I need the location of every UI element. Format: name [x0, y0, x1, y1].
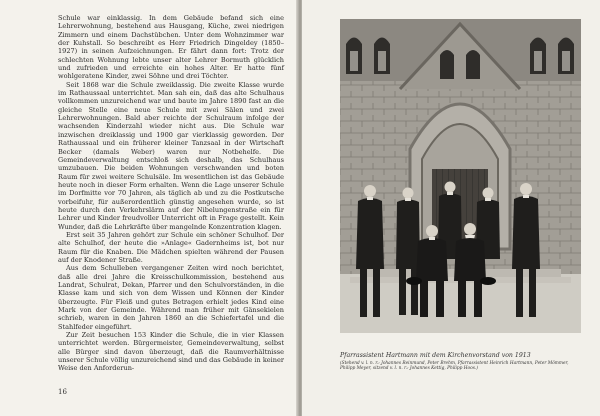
left-page [0, 0, 298, 416]
right-page [302, 0, 600, 416]
page-number: 16 [58, 388, 67, 396]
paragraph-1: Schule war einklassig. In dem Gebäude befand sich eine Lehrerwohnung, bestehend aus Hausgang, Küche, zwei niedrigen Zimmern und einem Dachstübchen. Unter dem Wohnzimmer war der Kuhstall. So beschreibt es Herr Friedrich Dingeldey (1850–1927) in seinen Aufzeichnungen. Er fährt dann fort: Trotz der schlechten Wohnung lebte unser alter Lehrer Bormuth glücklich und zufrieden und erreichte ein hohes Alter. Er hatte fünf wohlgeratene Kinder, zwei Söhne und drei Töchter. [58, 14, 284, 81]
body-text [58, 14, 284, 373]
caption-title: Pfarrassistent Hartmann mit dem Kirchenvorstand von 1913 [340, 352, 531, 359]
paragraph-2: Seit 1868 war die Schule zweiklassig. Die zweite Klasse wurde im Rathaussaal unterrichtet. Man sah ein, daß das alte Schulhaus vollkommen unzureichend war und baute im Jahre 1890 fast an die gleiche Stelle eine neue Schule mit zwei Sälen und zwei Lehrerwohnungen. Bald aber reichte der Schulraum infolge der wachsenden Kinderzahl wieder nicht aus. Die Schule war inzwischen dreiklassig und 1900 gar vierklassig geworden. Der Rathaussaal und ein früherer kleiner Tanzsaal in der Wirtschaft Becker (damals Weber) waren nur Notbehelfe. Die Gemeindeverwaltung entschloß sich deshalb, das Schulhaus umzubauen. Die beiden Wohnungen verschwanden und boten Raum für zwei weitere Schulsäle. Im wesentlichen ist das Gebäude heute noch in dieser Form erhalten. Wenn die Lage unserer Schule im Dorfmitte vor 70 Jahren, als täglich ab und zu die Postkutsche vorbeifuhr, für außerordentlich günstig angesehen wurde, so ist heute durch den Verkehrslärm auf der Nibelungenstraße ein für Lehrer und Kinder freudvoller Unterricht oft in Frage gestellt. Kein Wunder, daß die Lehrkräfte über mangelnde Konzentration klagen. [58, 80, 284, 231]
paragraph-5: Zur Zeit besuchen 153 Kinder die Schule, die in vier Klassen unterrichtet werden. Bürgermeister, Gemeindeverwaltung, selbst alle Bürger sind davon überzeugt, daß die Raumverhältnisse unserer Schule völlig unzureichend sind und das Gebäude in keiner Weise den Anforderun- [58, 331, 284, 373]
paragraph-3: Erst seit 35 Jahren gehört zur Schule ein schöner Schulhof. Der alte Schulhof, der heute die »Anlage« Gadernheims ist, bot nur Raum für die Knaben. Die Mädchen spielten während der Pausen auf der Knodener Straße. [58, 230, 284, 264]
group-photo-icon [340, 19, 581, 333]
caption-names: (Stehend v. l. n. r.: Johannes Reinmund, Peter Brehm, Pfarrassistent Heinrich Hartmann, Peter Mömmer, Philipp Meyer, sitzend v. l. n. r.: Johannes Kettig, Philipp Hoos.) [340, 361, 569, 372]
paragraph-4: Aus dem Schulleben vergangener Zeiten wird noch berichtet, daß alle drei Jahre die Kreisschulkommission, bestehend aus Landrat, Schulrat, Dekan, Pfarrer und den Schulvorständen, in die Klasse kam und sich von dem Wissen und Können der Kinder überzeugte. Für Fleiß und gutes Betragen erhielt jedes Kind eine Mark von der Gemeinde. Während man früher mit Gänsekielen schrieb, waren in den Jahren 1860 an die Schiefertafel und die Stahlfeder eingeführt. [58, 264, 284, 331]
photo-caption [340, 352, 581, 372]
